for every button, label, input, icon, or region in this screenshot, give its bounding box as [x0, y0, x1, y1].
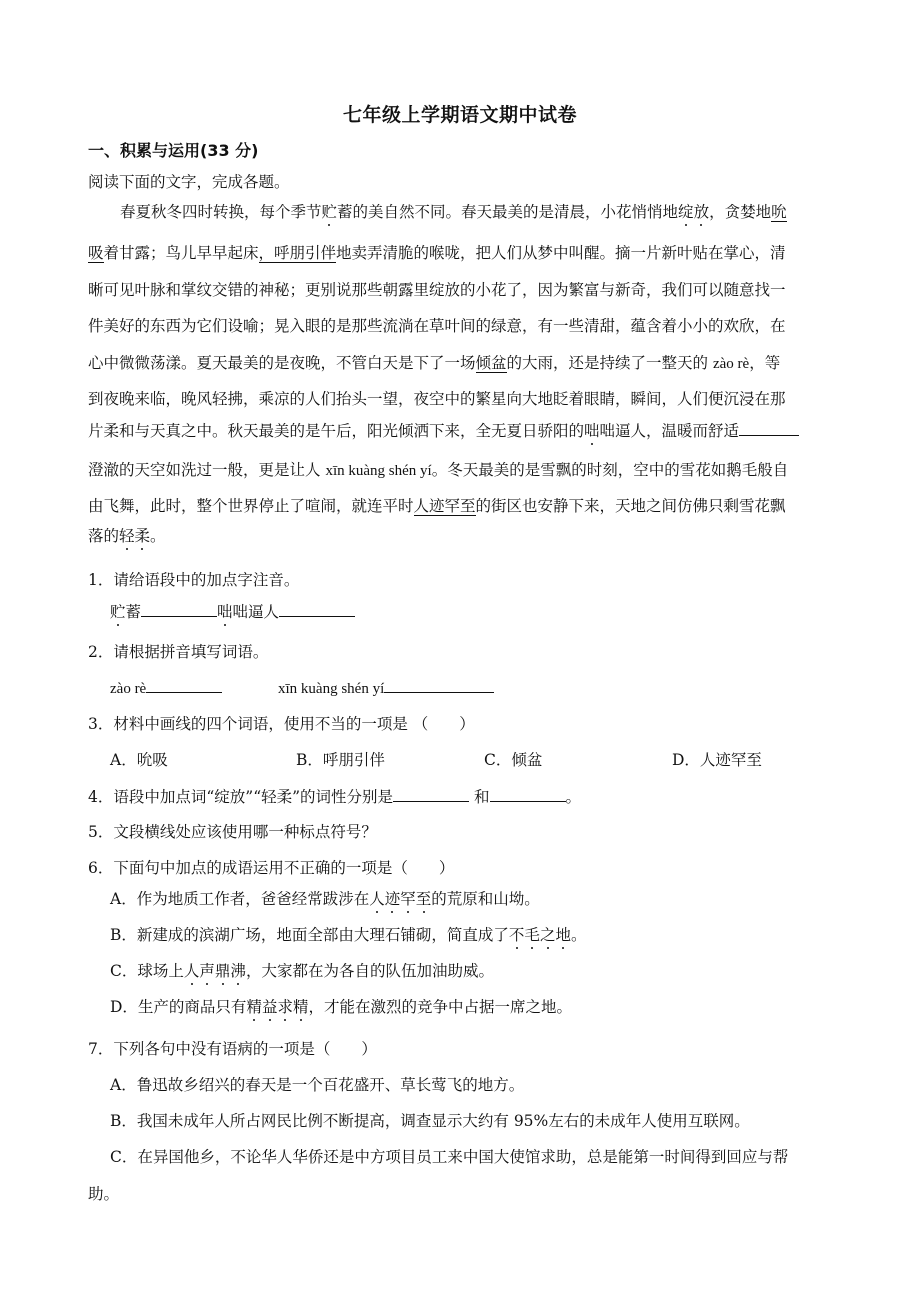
passage-text: 的大雨，还是持续了一整天的	[506, 354, 709, 372]
dotted-char: 贮	[321, 203, 338, 221]
question-7-option-b[interactable]: B．我国未成年人所占网民比例不断提高，调查显示大约有 95%左右的未成年人使用互联网。	[110, 1112, 750, 1130]
passage-line-5	[88, 351, 864, 373]
passage-line-7	[88, 419, 864, 441]
pinyin-text: zào rè	[712, 356, 750, 372]
passage-text: ，贪婪地	[709, 203, 772, 221]
answer-blank-4[interactable]	[384, 677, 494, 693]
dotted-char: 地	[555, 926, 571, 944]
dotted-char: 罕	[400, 890, 416, 908]
passage-text: 咄逼人，温暖而舒适	[599, 422, 740, 440]
question-6-option-b[interactable]	[110, 923, 886, 945]
dotted-char: 放	[693, 203, 710, 221]
question-2-stem: 2．请根据拼音填写词语。	[88, 643, 269, 661]
passage-line-3: 晰可见叶脉和掌纹交错的神秘；更别说那些朝露里绽放的小花了，因为繁富与新奇，我们可以随意找一	[88, 281, 786, 299]
dotted-char: 之	[539, 926, 556, 944]
dotted-idiom	[246, 998, 308, 1016]
dotted-word	[119, 527, 150, 545]
passage-line-6: 到夜晚来临，晚风轻拂，乘凉的人们抬头一望，夜空中的繁星向大地眨着眼睛，瞬间，人们便沉浸在那	[88, 390, 786, 408]
option-text: ，才能在激烈的竞争中占据一席之地。	[308, 998, 573, 1016]
passage-line-9	[88, 494, 864, 516]
passage-text: 春夏秋冬四时转换，每个季节	[120, 203, 322, 221]
pinyin-text: xīn kuàng shén yí	[325, 463, 432, 479]
passage-text: 蓄的美自然不同。春天最美的是清晨，小花悄悄地	[337, 203, 679, 221]
option-text: B．新建成的滨湖广场，地面全部由大理石铺砌，简直成了	[110, 926, 509, 944]
dotted-idiom	[509, 926, 571, 944]
dotted-char: 鼎	[214, 962, 231, 980]
dotted-char: 贮	[110, 603, 126, 621]
dotted-char: 柔	[134, 527, 151, 545]
option-text: C．球场上	[110, 962, 184, 980]
passage-text: 由飞舞，此时，整个世界停止了喧闹，就连平时	[88, 497, 414, 515]
question-6-stem: 6．下面句中加点的成语运用不正确的一项是（ ）	[88, 859, 455, 877]
dotted-char: 精	[246, 998, 262, 1016]
punctuation-blank[interactable]	[739, 420, 799, 436]
passage-line-4: 件美好的东西为它们设喻；晃入眼的是那些流淌在草叶间的绿意，有一些清甜，蕴含着小小的欢欣，在	[88, 317, 786, 335]
question-3-option-a[interactable]: A．吮吸	[110, 751, 168, 769]
dotted-char: 绽	[678, 203, 694, 221]
passage-text: 片柔和与天真之中。秋天最美的是午后，阳光倾洒下来，全无夏日骄阳的	[88, 422, 585, 440]
pinyin-item-2: xīn kuàng shén yí	[278, 681, 385, 697]
passage-text: 。冬天最美的是雪飘的时刻，空中的雪花如鹅毛般自	[431, 461, 789, 479]
question-7-option-c[interactable]: C．在异国他乡，不论华人华侨还是中方项目员工来中国大使馆求助，总是能第一时间得到回应与帮	[110, 1148, 789, 1166]
passage-text: 澄澈的天空如洗过一般，更是让人	[88, 461, 321, 479]
passage-line-10	[88, 524, 864, 546]
question-3-option-b[interactable]: B．呼朋引伴	[296, 751, 385, 769]
question-4-text: 。	[565, 788, 582, 806]
dotted-char: 人	[183, 962, 200, 980]
question-7-option-a[interactable]: A．鲁迅故乡绍兴的春天是一个百花盛开、草长莺飞的地方。	[110, 1076, 525, 1094]
question-4-stem	[88, 785, 864, 807]
question-3-stem: 3．材料中画线的四个词语，使用不当的一项是 （ ）	[88, 715, 475, 733]
question-3-option-d[interactable]: D．人迹罕至	[672, 751, 762, 769]
question-1-stem: 1．请给语段中的加点字注音。	[88, 571, 300, 589]
underlined-word: 吮	[771, 203, 787, 221]
option-text: 的荒原和山坳。	[431, 890, 540, 908]
dotted-char: 人	[369, 890, 385, 908]
question-1-items	[110, 600, 886, 622]
underlined-word: 倾盆	[475, 354, 507, 372]
passage-text: ，等	[749, 354, 781, 372]
question-4-text: 4．语段中加点词“绽放”“轻柔”的词性分别是	[88, 788, 394, 806]
dotted-char: 声	[199, 962, 215, 980]
dotted-char: 毛	[524, 926, 540, 944]
passage-line-1	[120, 200, 852, 222]
dotted-word	[678, 203, 709, 221]
passage-line-8	[88, 458, 864, 480]
question-7-option-c-cont: 助。	[88, 1185, 120, 1203]
question-3-option-c[interactable]: C．倾盆	[484, 751, 543, 769]
section-heading: 一、积累与运用(33 分)	[88, 141, 259, 160]
underlined-word: 人迹罕至	[413, 497, 476, 515]
underlined-word: ，呼朋引伴	[258, 244, 337, 262]
option-text: A．作为地质工作者，爸爸经常跋涉在	[110, 890, 370, 908]
dotted-char: 至	[415, 890, 432, 908]
question-6-option-c[interactable]	[110, 959, 886, 981]
answer-blank-2[interactable]	[279, 601, 355, 617]
passage-text: 的街区也安静下来，天地之间仿佛只剩雪花飘	[475, 497, 786, 515]
dotted-idiom	[369, 890, 431, 908]
underlined-word: 吸	[88, 244, 104, 262]
passage-line-2	[88, 241, 864, 263]
page-title: 七年级上学期语文期中试卷	[342, 104, 577, 126]
question-6-option-d[interactable]	[110, 995, 886, 1017]
instruction-text: 阅读下面的文字，完成各题。	[88, 173, 290, 191]
passage-text: 着甘露；鸟儿早早起床	[103, 244, 259, 262]
dotted-char: 咄	[584, 422, 600, 440]
question-1-word-1: 蓄	[125, 603, 142, 621]
passage-text: 心中微微荡漾。夏天最美的是夜晚，不管白天是下了一场	[88, 354, 476, 372]
dotted-idiom	[184, 962, 246, 980]
dotted-char: 益	[261, 998, 278, 1016]
passage-text: 落的	[88, 527, 120, 545]
passage-text: 地卖弄清脆的喉咙，把人们从梦中叫醒。摘一片新叶贴在掌心，清	[336, 244, 786, 262]
answer-blank-3[interactable]	[146, 677, 222, 693]
pinyin-item-1: zào rè	[110, 681, 147, 697]
question-7-stem: 7．下列各句中没有语病的一项是（ ）	[88, 1040, 377, 1058]
answer-blank-5[interactable]	[393, 786, 469, 802]
dotted-char: 轻	[119, 527, 135, 545]
dotted-char: 不	[508, 926, 525, 944]
dotted-char: 沸	[230, 962, 246, 980]
question-4-text: 和	[469, 788, 490, 806]
passage-text: 。	[150, 527, 166, 545]
dotted-char: 精	[292, 998, 309, 1016]
dotted-char: 迹	[384, 890, 401, 908]
option-text: D．生产的商品只有	[110, 998, 247, 1016]
question-1-word-2: 咄逼人	[232, 603, 280, 621]
dotted-char: 咄	[217, 603, 233, 621]
answer-blank-1[interactable]	[141, 601, 217, 617]
question-2-items-2	[278, 677, 920, 698]
answer-blank-6[interactable]	[490, 786, 566, 802]
question-6-option-a[interactable]	[110, 887, 886, 909]
dotted-char: 求	[277, 998, 293, 1016]
option-text: 。	[570, 926, 587, 944]
option-text: ，大家都在为各自的队伍加油助威。	[245, 962, 494, 980]
question-5-stem: 5．文段横线处应该使用哪一种标点符号？	[88, 823, 377, 841]
